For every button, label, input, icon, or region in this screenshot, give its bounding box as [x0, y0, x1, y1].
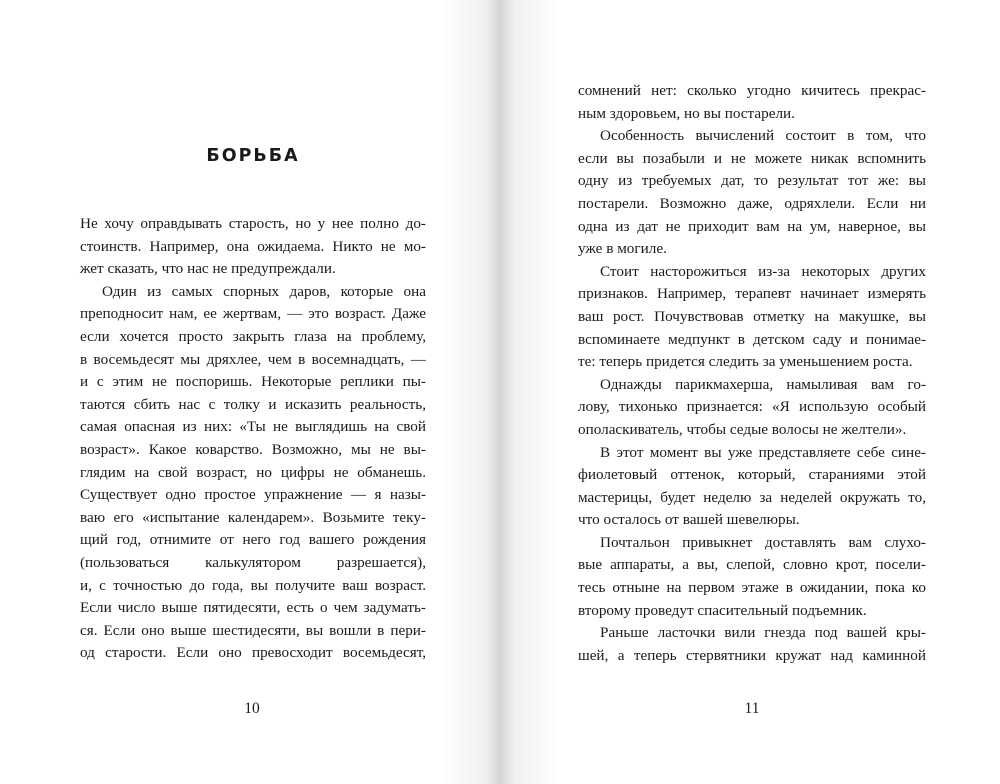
text-line: Почтальон привыкнет доставлять вам слухо-: [600, 533, 926, 551]
text-line: Существует одно простое упражнение — я назы-: [80, 486, 426, 504]
text-line: Один из самых спорных даров, которые она: [102, 282, 426, 300]
text-line: глядим на свой возраст, но цифры не обманешь.: [80, 463, 426, 481]
text-line: Особенность вычислений состоит в том, что: [600, 127, 926, 145]
text-line: ваю его «испытание календарем». Возьмите теку-: [80, 508, 426, 526]
chapter-title: БОРЬБА: [206, 146, 300, 166]
text-line: если вы позабыли и не можете никак вспомнить: [578, 149, 926, 167]
text-line: те: теперь придется следить за уменьшением роста.: [578, 353, 913, 371]
text-line: од старости. Если оно превосходит восемьдесят,: [80, 644, 426, 662]
text-line: В этот момент вы уже представляете себе сине-: [600, 443, 926, 461]
text-line: ваш рост. Почувствовав отметку на макушке, вы: [578, 307, 926, 325]
text-line: Раньше ласточки вили гнезда под вашей кры-: [600, 624, 926, 642]
text-line: в восемьдесят мы дряхлее, чем в восемнадцать, —: [80, 350, 426, 368]
text-line: и, с точностью до года, вы получите ваш возраст.: [80, 576, 426, 594]
text-line: стоинств. Например, она ожидаема. Никто не мо-: [80, 237, 426, 255]
text-line: признаков. Например, терапевт начинает измерять: [578, 285, 926, 303]
text-line: самая опасная из них: «Ты не выглядишь на свой: [80, 418, 426, 436]
text-line: жет сказать, что нас не предупреждали.: [80, 260, 336, 278]
text-line: возраст». Какое коварство. Возможно, мы не вы-: [80, 440, 426, 458]
text-line: уже в могиле.: [578, 240, 667, 258]
text-line: второму проведут спасительный подъемник.: [578, 601, 867, 619]
page-number-left: 10: [244, 700, 260, 717]
text-line: таются сбить нас с толку и исказить реальность,: [80, 395, 426, 413]
left-page-body-text: [80, 213, 426, 665]
text-line: и с этим не поспоришь. Некоторые реплики пы-: [80, 373, 426, 391]
text-line: ся. Если оно выше шестидесяти, вы вошли в пери-: [80, 621, 426, 639]
text-line: если хочется просто закрыть глаза на проблему,: [80, 327, 426, 345]
text-line: что осталось от вашей шевелюры.: [578, 511, 800, 529]
text-line: лову, тихонько признается: «Я использую особый: [578, 398, 926, 416]
text-line: фиолетовый оттенок, который, стараниями этой: [578, 466, 926, 484]
text-line: (пользоваться калькулятором разрешается),: [80, 553, 426, 571]
text-line: ополаскиватель, чтобы седые волосы не желтели».: [578, 420, 907, 438]
text-line: одну из требуемых дат, то результат тот же: вы: [578, 172, 926, 190]
text-line: одна из дат не приходит вам на ум, наверное, вы: [578, 217, 926, 235]
text-line: тесь отныне на первом этаже в ожидании, пока ко: [578, 579, 926, 597]
text-line: ным здоровьем, но вы постарели.: [578, 104, 795, 122]
right-page-body-text: [578, 80, 926, 667]
text-line: Стоит насторожиться из-за некоторых других: [600, 262, 926, 280]
text-line: вые аппараты, а вы, слепой, словно крот, посели-: [578, 556, 926, 574]
text-line: мастерицы, будет неделю за неделей окружать то,: [578, 488, 926, 506]
text-line: преподносит нам, ее жертвам, — это возраст. Даже: [80, 305, 426, 323]
text-line: сомнений нет: сколько угодно кичитесь прекрас-: [578, 82, 926, 99]
page-number-right: 11: [744, 700, 760, 717]
text-line: Однажды парикмахерша, намыливая вам го-: [600, 375, 926, 393]
text-line: щий год, отнимите от него год вашего рождения: [80, 531, 426, 549]
text-line: Не хочу оправдывать старость, но у нее полно до-: [80, 215, 426, 232]
text-line: шей, а теперь стервятники кружат над каминной: [578, 646, 926, 664]
text-line: вспоминаете медпункт в детском саду и понимае-: [578, 330, 926, 348]
text-line: постарели. Возможно даже, одряхлели. Если ни: [578, 194, 926, 212]
text-line: Если число выше пятидесяти, есть о чем задумать-: [80, 599, 426, 617]
